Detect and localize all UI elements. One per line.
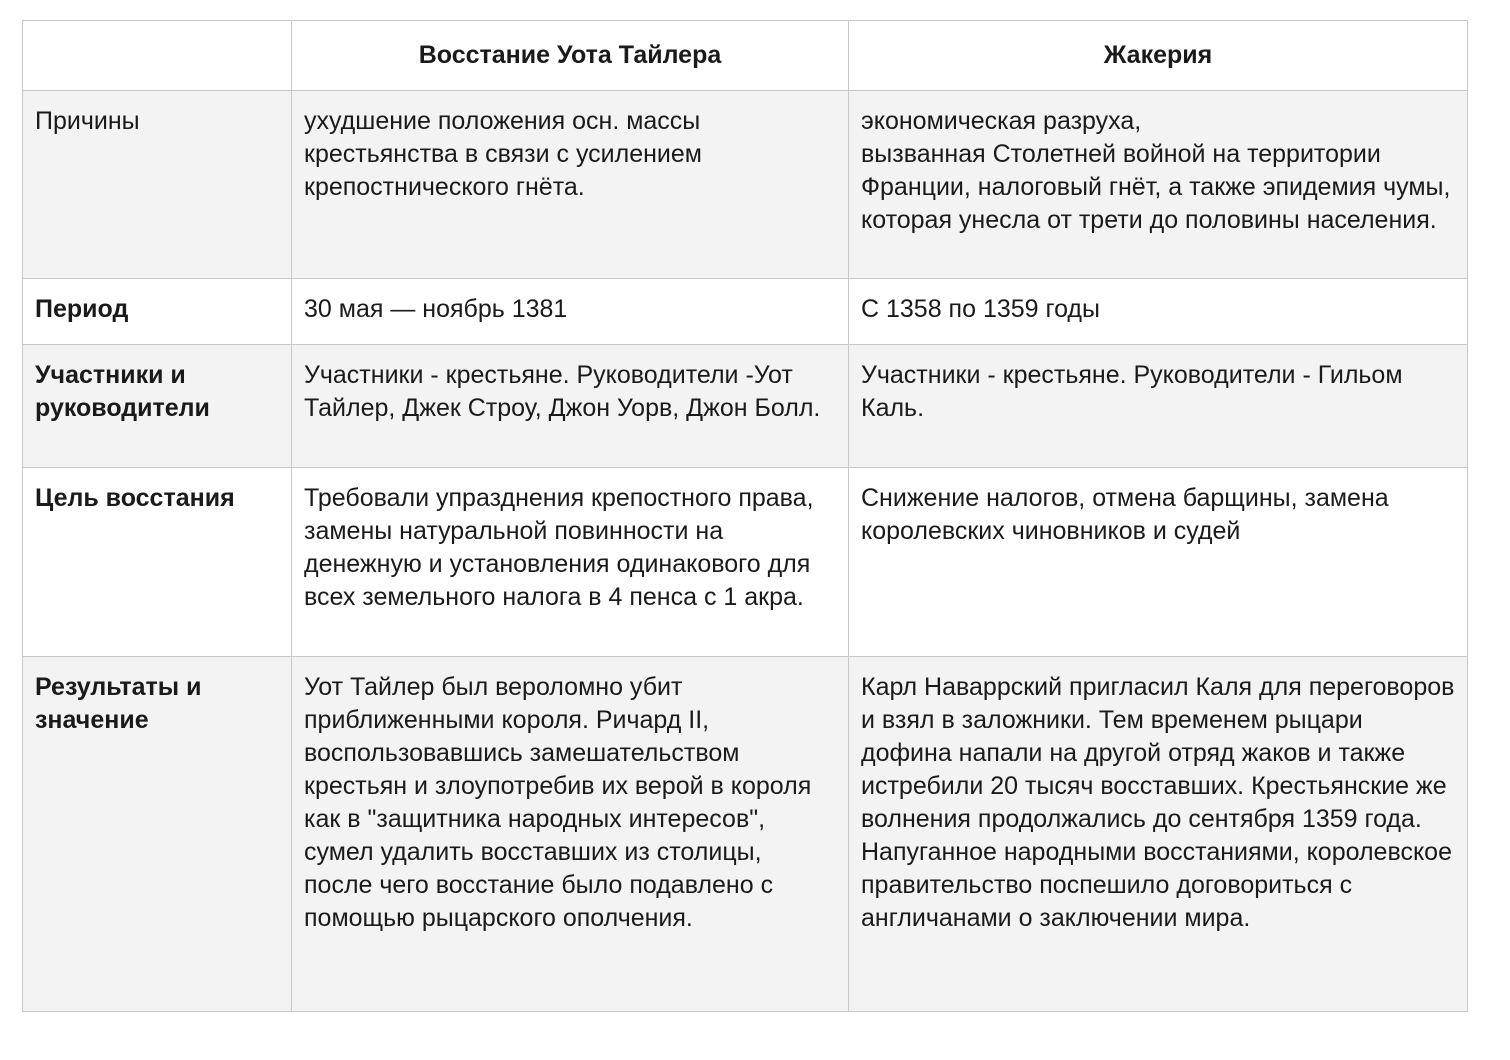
participants-wat-tyler: Участники - крестьяне. Руководители -Уот Тайлер, Джек Строу, Джон Уорв, Джон Болл. xyxy=(292,345,849,468)
comparison-table xyxy=(22,20,1468,1012)
causes-jacquerie-line-1: экономическая разруха, xyxy=(861,107,1142,135)
period-jacquerie: С 1358 по 1359 годы xyxy=(849,279,1468,345)
row-label-causes: Причины xyxy=(23,91,292,279)
causes-jacquerie xyxy=(849,91,1468,279)
row-label-goal: Цель восстания xyxy=(23,468,292,657)
table-row-participants xyxy=(23,345,1468,468)
table-header-row xyxy=(23,21,1468,91)
row-label-participants: Участники и руководители xyxy=(23,345,292,468)
participants-jacquerie: Участники - крестьяне. Руководители - Гильом Каль. xyxy=(849,345,1468,468)
goal-jacquerie: Снижение налогов, отмена барщины, замена королевских чиновников и судей xyxy=(849,468,1468,657)
table-row-causes xyxy=(23,91,1468,279)
header-wat-tyler: Восстание Уота Тайлера xyxy=(292,21,849,91)
row-label-period: Период xyxy=(23,279,292,345)
row-label-results: Результаты и значение xyxy=(23,657,292,1012)
results-wat-tyler: Уот Тайлер был вероломно убит приближенными короля. Ричард II, воспользовавшись замешательством крестьян и злоупотребив их верой в короля как в "защитника народных интересов", сумел удалить восставших из столицы, после чего восстание было подавлено с помощью рыцарского ополчения. xyxy=(292,657,849,1012)
table-row-results xyxy=(23,657,1468,1012)
header-jacquerie: Жакерия xyxy=(849,21,1468,91)
table-row-goal xyxy=(23,468,1468,657)
causes-jacquerie-line-2: вызванная Столетней войной на территории Франции, налоговый гнёт, а также эпидемия чумы, которая унесла от трети до половины населения. xyxy=(861,140,1451,234)
causes-wat-tyler: ухудшение положения осн. массы крестьянства в связи с усилением крепостнического гнёта. xyxy=(292,91,849,279)
header-corner-cell xyxy=(23,21,292,91)
period-wat-tyler: 30 мая — ноябрь 1381 xyxy=(292,279,849,345)
results-jacquerie: Карл Наваррский пригласил Каля для переговоров и взял в заложники. Тем временем рыцари дофина напали на другой отряд жаков и также истребили 20 тысяч восставших. Крестьянские же волнения продолжались до сентября 1359 года. Напуганное народными восстаниями, королевское правительство поспешило договориться с англичанами о заключении мира. xyxy=(849,657,1468,1012)
goal-wat-tyler: Требовали упразднения крепостного права, замены натуральной повинности на денежную и установления одинакового для всех земельного налога в 4 пенса с 1 акра. xyxy=(292,468,849,657)
table-row-period xyxy=(23,279,1468,345)
